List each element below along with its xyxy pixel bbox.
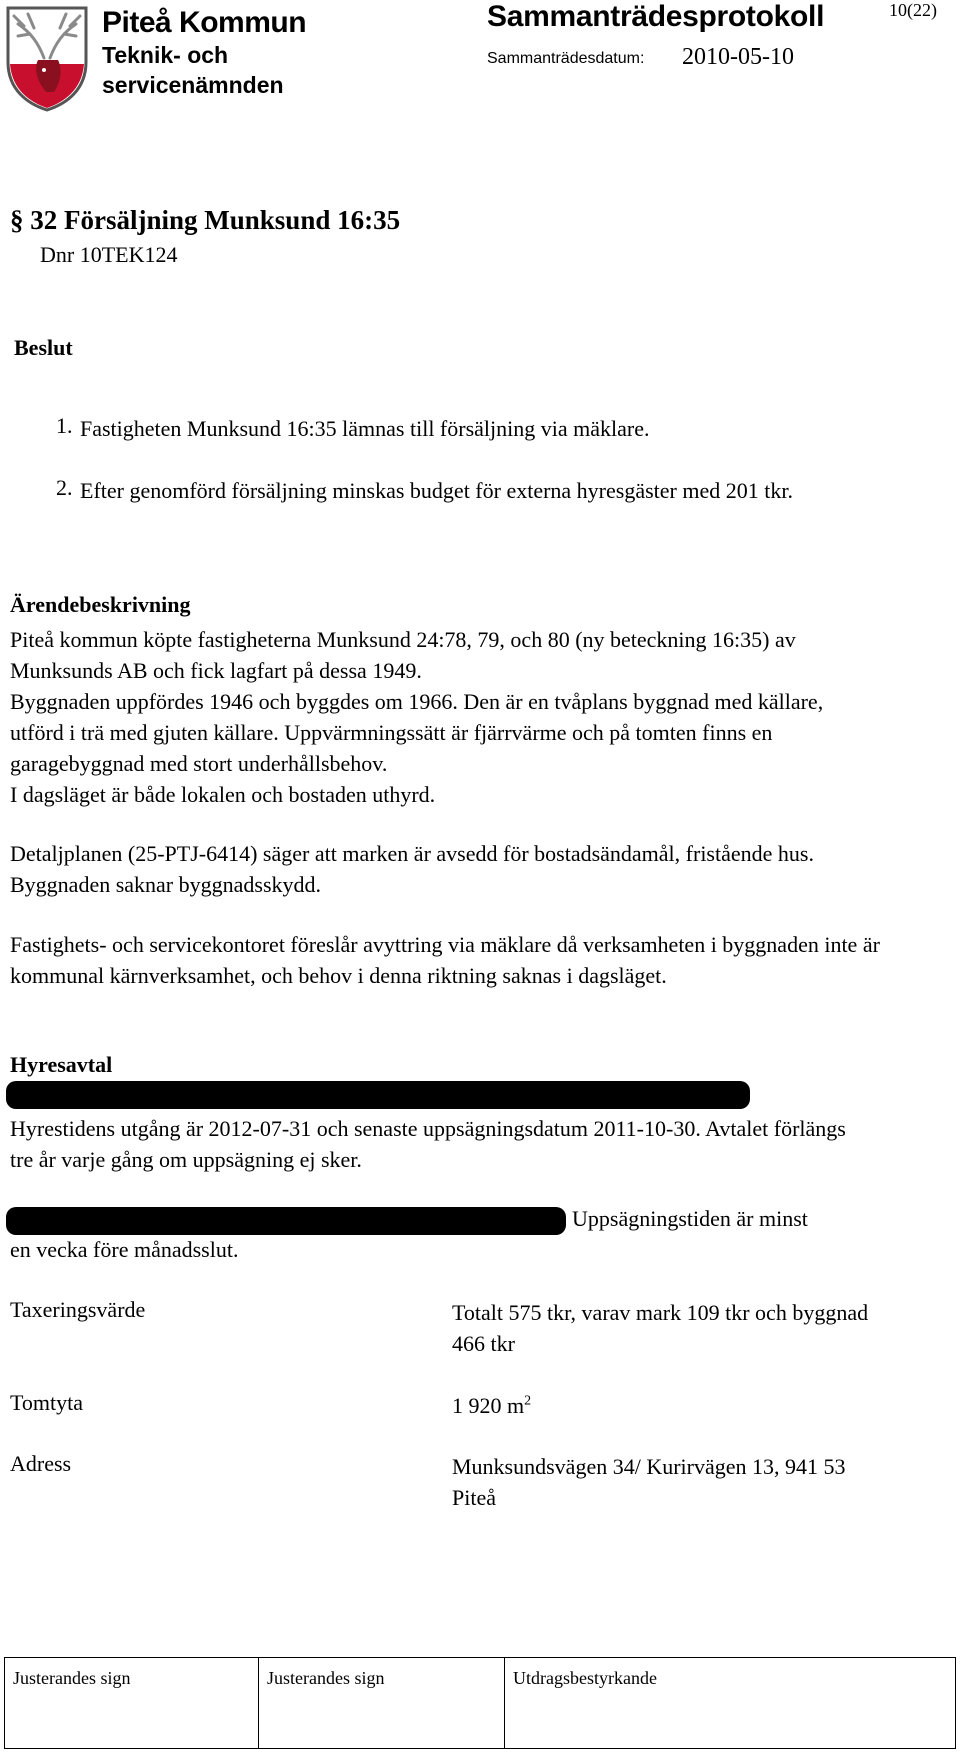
doc-title: Sammanträdesprotokoll	[487, 0, 825, 33]
page-number: 10(22)	[889, 0, 937, 20]
paragraph-fragment: Uppsägningstiden är minst	[572, 1206, 808, 1231]
taxering-value: Totalt 575 tkr, varav mark 109 tkr och byggnad 466 tkr	[452, 1300, 869, 1356]
paragraph: Detaljplanen (25-PTJ-6414) säger att marken är avsedd för bostadsändamål, fristående hus. Byggnaden saknar byggnadsskydd.	[10, 841, 814, 897]
signature-table	[4, 1657, 956, 1749]
certification-cell: Utdragsbestyrkande	[513, 1668, 657, 1688]
list-item: Fastigheten Munksund 16:35 lämnas till försäljning via mäklare.	[80, 416, 650, 441]
adress-value: Munksundsvägen 34/ Kurirvägen 13, 941 53 Piteå	[452, 1454, 846, 1510]
section-title: § 32 Försäljning Munksund 16:35	[10, 205, 401, 235]
paragraph: I dagsläget är både lokalen och bostaden uthyrd.	[10, 782, 436, 807]
org-sub: Teknik- och servicenämnden	[102, 42, 284, 98]
list-item: Efter genomförd försäljning minskas budget för externa hyresgäster med 201 tkr.	[80, 478, 793, 503]
list-item-number: 2.	[56, 475, 73, 500]
date-value: 2010-05-10	[682, 44, 794, 70]
beslut-heading: Beslut	[14, 335, 73, 360]
paragraph: Hyrestidens utgång är 2012-07-31 och senaste uppsägningsdatum 2011-10-30. Avtalet förlängs tre år varje gång om uppsägning ej sker.	[10, 1116, 846, 1172]
reindeer-crest-icon	[4, 2, 90, 112]
list-item-number: 1.	[56, 413, 73, 438]
redaction-bar	[6, 1207, 566, 1235]
arende-heading: Ärendebeskrivning	[10, 592, 191, 617]
paragraph: Piteå kommun köpte fastigheterna Munksund 24:78, 79, och 80 (ny beteckning 16:35) av Munksunds AB och fick lagfart på dessa 1949.	[10, 627, 796, 683]
taxering-label: Taxeringsvärde	[10, 1297, 146, 1322]
tomtyta-label: Tomtyta	[10, 1390, 84, 1415]
dnr: Dnr 10TEK124	[40, 242, 178, 267]
redaction-bar	[6, 1081, 750, 1109]
paragraph: Byggnaden uppfördes 1946 och byggdes om 1966. Den är en tvåplans byggnad med källare, utförd i trä med gjuten källare. Uppvärmningssätt är fjärrvärme och på tomten finns en garagebyggnad med stort underhållsbehov.	[10, 689, 824, 776]
paragraph-fragment: en vecka före månadsslut.	[10, 1237, 239, 1262]
signature-cell: Justerandes sign	[259, 1658, 505, 1748]
paragraph: Fastighets- och servicekontoret föreslår avyttring via mäklare då verksamheten i byggnaden inte är kommunal kärnverksamhet, och behov i denna riktning saknas i dagsläget.	[10, 932, 880, 988]
tomtyta-value: 1 920 $m^2$	[452, 1393, 532, 1418]
org-name: Piteå Kommun	[102, 6, 307, 39]
hyresavtal-heading: Hyresavtal	[10, 1052, 113, 1077]
signature-cell: Justerandes sign	[5, 1658, 259, 1748]
date-label: Sammanträdesdatum:	[487, 50, 645, 67]
superscript: 2	[524, 1393, 532, 1409]
adress-label: Adress	[10, 1451, 72, 1476]
